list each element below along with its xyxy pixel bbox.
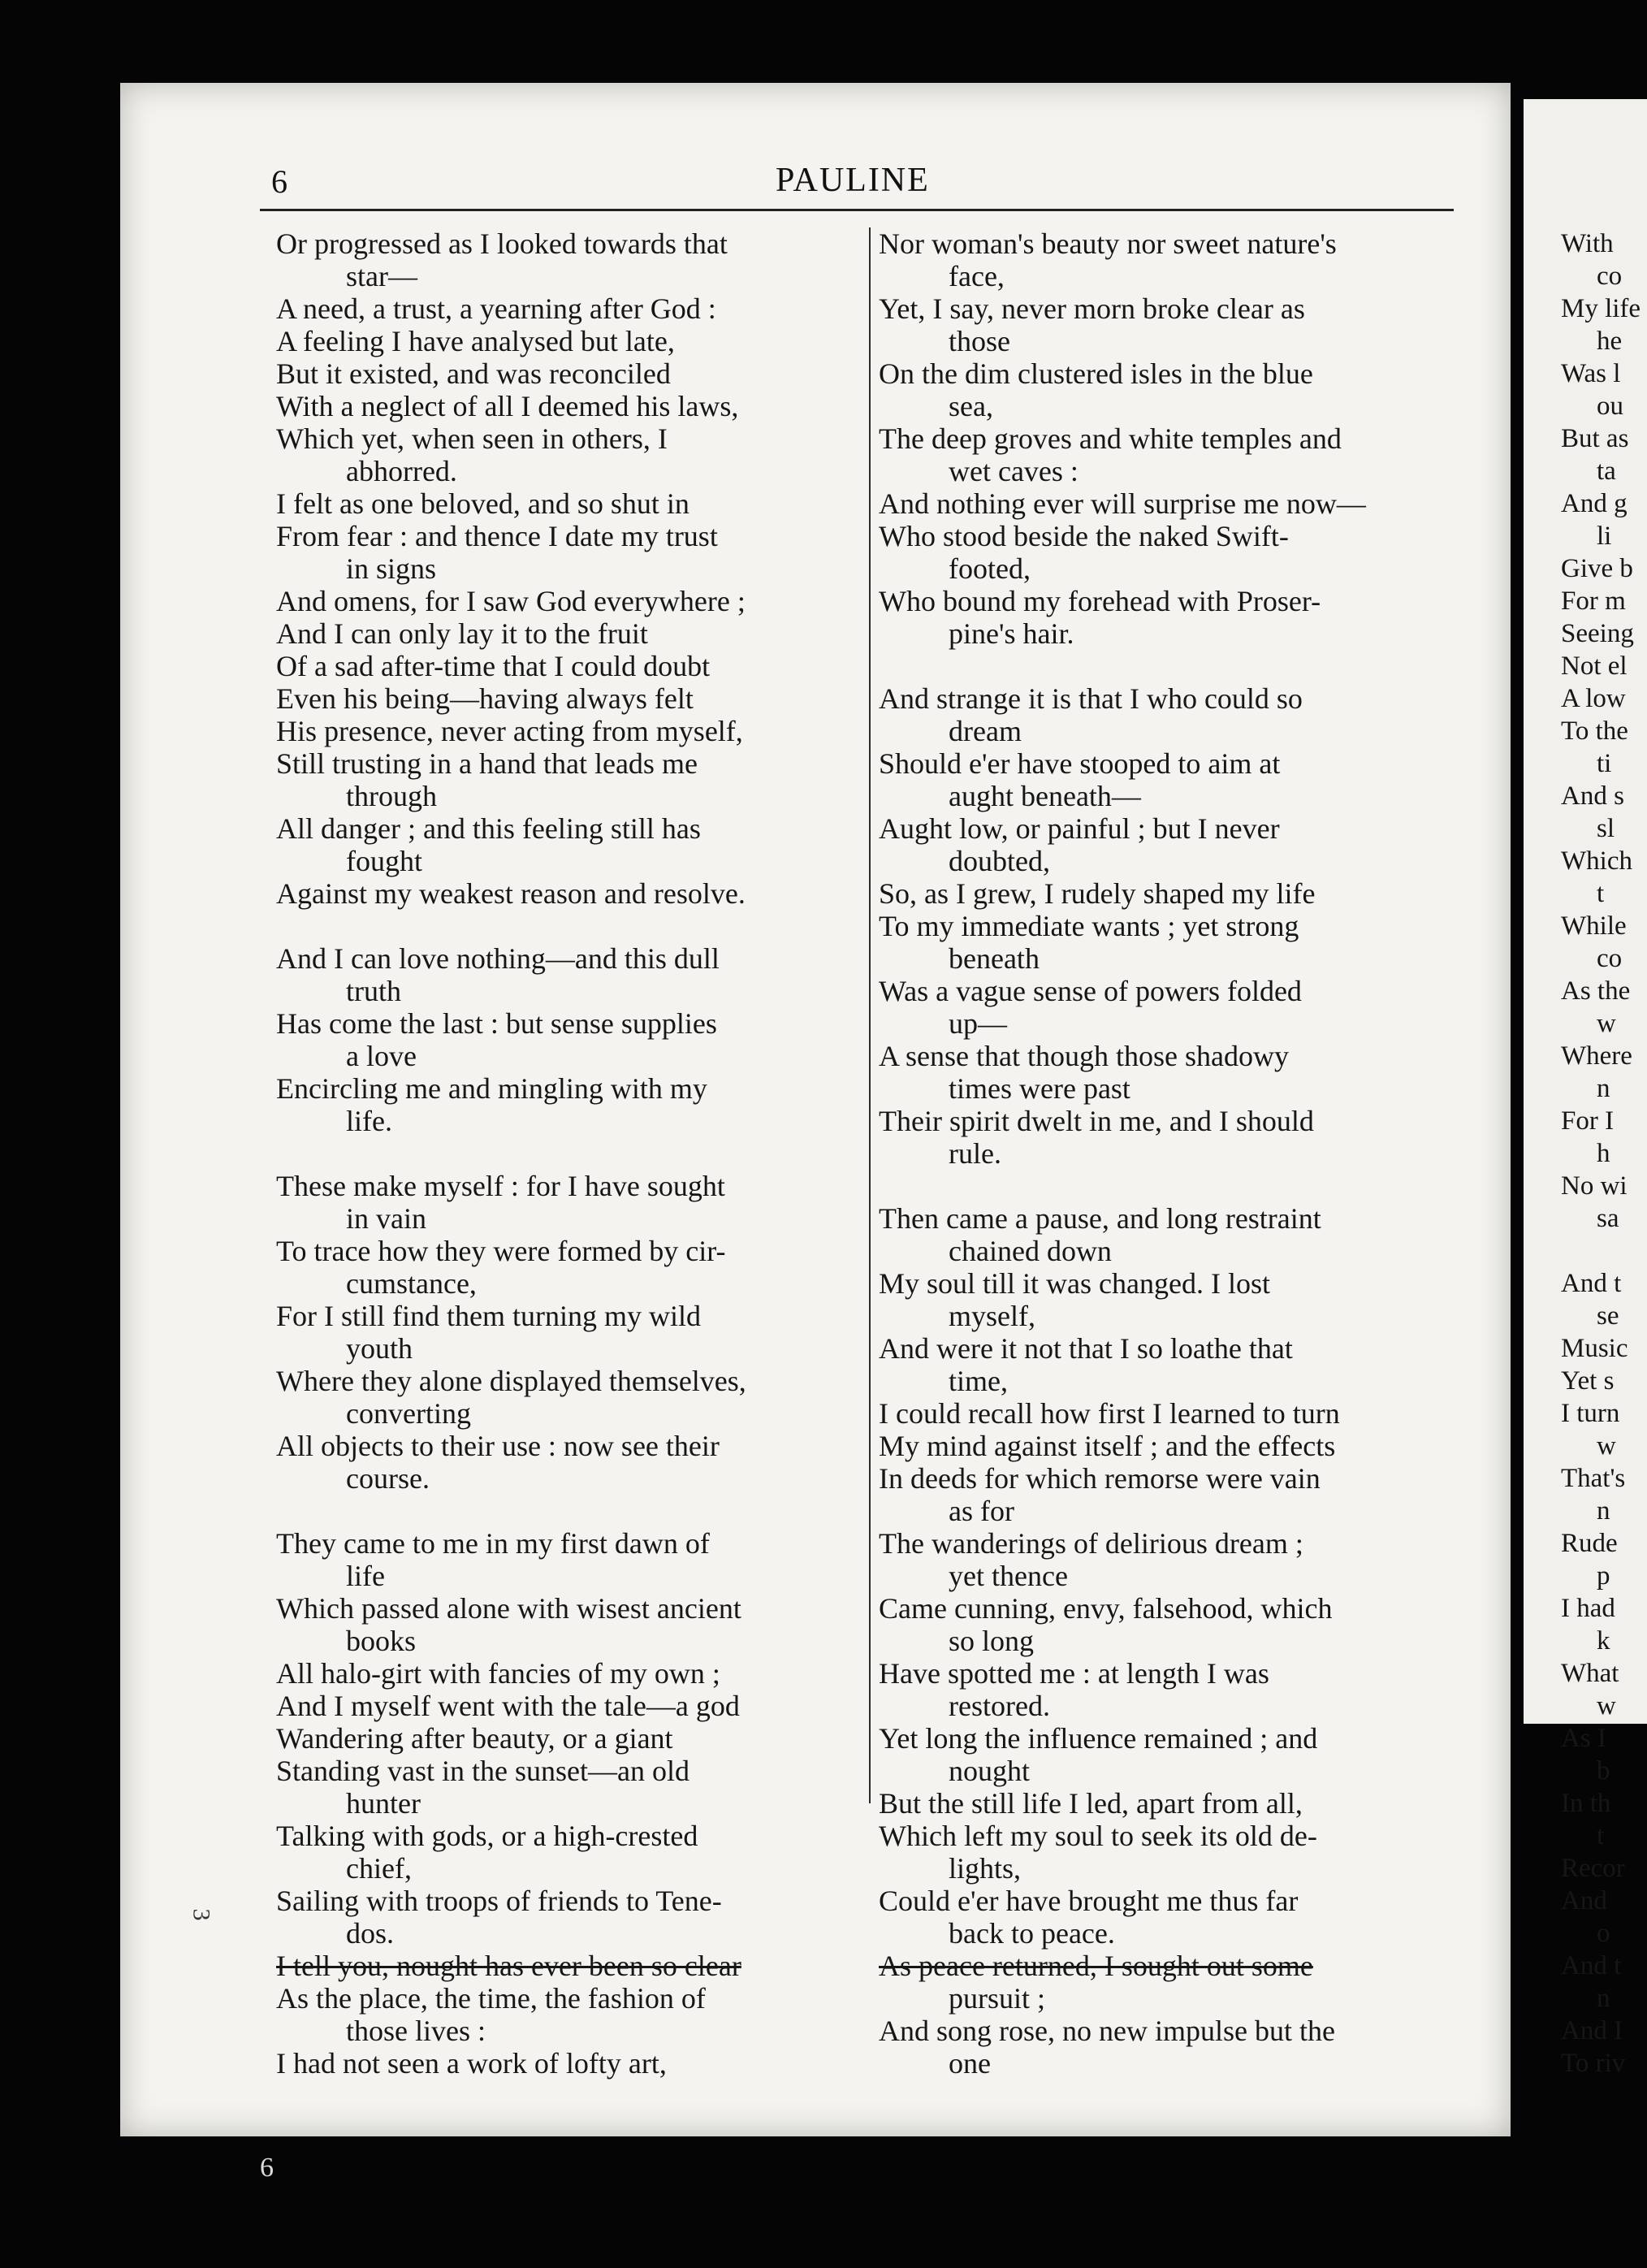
facing-page-edge xyxy=(1524,99,1647,2078)
poem-line: And I can only lay it to the fruit xyxy=(276,617,648,650)
facing-page-fragment: co xyxy=(1597,944,1623,973)
poem-line: Who stood beside the naked Swift- xyxy=(879,520,1289,552)
poem-line: life xyxy=(346,1560,385,1592)
poem-line: Or progressed as I looked towards that xyxy=(276,227,728,260)
poem-line: as for xyxy=(949,1495,1014,1527)
facing-page-fragment: sa xyxy=(1597,1204,1619,1233)
poem-line: converting xyxy=(346,1397,471,1430)
facing-page-fragment: o xyxy=(1597,1919,1610,1948)
poem-line: Then came a pause, and long restraint xyxy=(879,1202,1321,1235)
poem-line: And nothing ever will surprise me now— xyxy=(879,487,1366,520)
poem-line: those xyxy=(949,325,1010,357)
poem-line: Could e'er have brought me thus far xyxy=(879,1885,1299,1917)
poem-line: Talking with gods, or a high-crested xyxy=(276,1820,698,1852)
poem-line: And strange it is that I who could so xyxy=(879,682,1303,715)
header-rule xyxy=(260,209,1454,211)
poem-line: I tell you, nought has ever been so clear xyxy=(276,1950,741,1982)
poem-line: yet thence xyxy=(949,1560,1068,1592)
facing-page-fragment: My life xyxy=(1561,294,1641,323)
facing-page-fragment: I turn xyxy=(1561,1399,1620,1428)
poem-line xyxy=(879,1170,1480,1202)
poem-line: sea, xyxy=(949,390,993,422)
facing-page-fragment: Which xyxy=(1561,846,1632,876)
poem-line: dream xyxy=(949,715,1022,747)
margin-mark: 3 xyxy=(188,1908,215,1921)
facing-page-fragment: ti xyxy=(1597,749,1612,778)
facing-page-fragment: w xyxy=(1597,1009,1616,1038)
facing-page-fragment: li xyxy=(1597,522,1612,551)
poem-line: in signs xyxy=(346,552,437,585)
poem-line: pursuit ; xyxy=(949,1982,1046,2015)
poem-line: back to peace. xyxy=(949,1917,1115,1950)
facing-page-fragment: w xyxy=(1597,1691,1616,1720)
poem-line: Even his being—having always felt xyxy=(276,682,694,715)
facing-page-fragment: That's xyxy=(1561,1464,1626,1493)
poem-line: A sense that though those shadowy xyxy=(879,1040,1289,1072)
poem-line: Standing vast in the sunset—an old xyxy=(276,1755,689,1787)
poem-line: footed, xyxy=(949,552,1031,585)
poem-line: Wandering after beauty, or a giant xyxy=(276,1722,673,1755)
facing-page-fragment: Recor xyxy=(1561,1854,1625,1883)
poem-line: Their spirit dwelt in me, and I should xyxy=(879,1105,1314,1137)
poem-line: cumstance, xyxy=(346,1267,477,1300)
poem-line: Still trusting in a hand that leads me xyxy=(276,747,698,780)
facing-page-fragment: he xyxy=(1597,327,1623,356)
poem-line: Was a vague sense of powers folded xyxy=(879,975,1302,1007)
poem-line: I could recall how first I learned to turn xyxy=(879,1397,1340,1430)
facing-page-fragment: n xyxy=(1597,1496,1610,1526)
poem-line: through xyxy=(346,780,437,812)
poem-line: rule. xyxy=(949,1137,1001,1170)
poem-line: But the still life I led, apart from all, xyxy=(879,1787,1303,1820)
facing-page-fragment: With xyxy=(1561,229,1614,258)
poem-line: abhorred. xyxy=(346,455,457,487)
poem-line: As peace returned, I sought out some xyxy=(879,1950,1313,1982)
poem-line: A feeling I have analysed but late, xyxy=(276,325,675,357)
poem-line: And I myself went with the tale—a god xyxy=(276,1690,740,1722)
facing-page-fragment: n xyxy=(1597,1984,1610,2013)
poem-line: On the dim clustered isles in the blue xyxy=(879,357,1313,390)
facing-page-fragment: w xyxy=(1597,1431,1616,1461)
poem-line: Which yet, when seen in others, I xyxy=(276,422,668,455)
poem-line: Where they alone displayed themselves, xyxy=(276,1365,746,1397)
poem-line: Yet long the influence remained ; and xyxy=(879,1722,1318,1755)
poem-line: And song rose, no new impulse but the xyxy=(879,2015,1335,2047)
poem-line: I felt as one beloved, and so shut in xyxy=(276,487,689,520)
poem-line: Sailing with troops of friends to Tene- xyxy=(276,1885,722,1917)
poem-line: myself, xyxy=(949,1300,1035,1332)
poem-line: time, xyxy=(949,1365,1008,1397)
facing-page-fragment: Where xyxy=(1561,1041,1632,1071)
poem-line: To my immediate wants ; yet strong xyxy=(879,910,1299,942)
poem-line: books xyxy=(346,1625,417,1657)
facing-page-fragment: I had xyxy=(1561,1594,1615,1623)
facing-page-fragment: t xyxy=(1597,879,1605,908)
poem-line: So, as I grew, I rudely shaped my life xyxy=(879,877,1316,910)
poem-line: And omens, for I saw God everywhere ; xyxy=(276,585,746,617)
page-number: 6 xyxy=(271,163,287,200)
facing-page-fragment: Was l xyxy=(1561,359,1621,388)
facing-page-fragment: And xyxy=(1561,1886,1607,1915)
poem-line: life. xyxy=(346,1105,392,1137)
facing-page-fragment: Give b xyxy=(1561,554,1633,583)
poem-line: Against my weakest reason and resolve. xyxy=(276,877,746,910)
left-column xyxy=(276,227,861,2080)
facing-page-fragment: Not el xyxy=(1561,651,1628,681)
right-column xyxy=(879,227,1480,2080)
poem-line: up— xyxy=(949,1007,1007,1040)
poem-line: Aught low, or painful ; but I never xyxy=(879,812,1280,845)
poem-line: All halo-girt with fancies of my own ; xyxy=(276,1657,720,1690)
facing-page-fragment: k xyxy=(1597,1626,1610,1656)
poem-line: doubted, xyxy=(949,845,1050,877)
poem-line: His presence, never acting from myself, xyxy=(276,715,743,747)
poem-line: To trace how they were formed by cir- xyxy=(276,1235,726,1267)
facing-page-fragment: But as xyxy=(1561,424,1629,453)
poem-line: face, xyxy=(949,260,1005,292)
poem-line: As the place, the time, the fashion of xyxy=(276,1982,706,2015)
poem-line: All objects to their use : now see their xyxy=(276,1430,720,1462)
facing-page-fragment: A low xyxy=(1561,684,1626,713)
facing-page-fragment: And I xyxy=(1561,2016,1623,2045)
poem-line: dos. xyxy=(346,1917,395,1950)
poem-line: times were past xyxy=(949,1072,1130,1105)
poem-line: those lives : xyxy=(346,2015,486,2047)
poem-line: From fear : and thence I date my trust xyxy=(276,520,718,552)
facing-page-fragment: For m xyxy=(1561,586,1626,616)
facing-page-fragment: As I xyxy=(1561,1724,1606,1753)
poem-line: Came cunning, envy, falsehood, which xyxy=(879,1592,1333,1625)
facing-page-fragment: And g xyxy=(1561,489,1628,518)
facing-page-fragment: In th xyxy=(1561,1789,1611,1818)
poem-line: Yet, I say, never morn broke clear as xyxy=(879,292,1305,325)
poem-line: chief, xyxy=(346,1852,412,1885)
poem-line: For I still find them turning my wild xyxy=(276,1300,701,1332)
facing-page-fragment: sl xyxy=(1597,814,1615,843)
facing-page-fragment: And t xyxy=(1561,1269,1622,1298)
poem-line: chained down xyxy=(949,1235,1112,1267)
poem-line: With a neglect of all I deemed his laws, xyxy=(276,390,739,422)
facing-page-fragment: To riv xyxy=(1561,2049,1626,2078)
facing-page-fragment: t xyxy=(1597,1821,1605,1850)
poem-line: Should e'er have stooped to aim at xyxy=(879,747,1281,780)
poem-line: Which passed alone with wisest ancient xyxy=(276,1592,741,1625)
facing-page-fragment: As the xyxy=(1561,976,1631,1006)
facing-page-fragment: No wi xyxy=(1561,1171,1628,1201)
facing-page-fragment: b xyxy=(1597,1756,1610,1785)
poem-line: And I can love nothing—and this dull xyxy=(276,942,720,975)
poem-line: The wanderings of delirious dream ; xyxy=(879,1527,1303,1560)
poem-line: beneath xyxy=(949,942,1040,975)
poem-line: Nor woman's beauty nor sweet nature's xyxy=(879,227,1337,260)
poem-line: These make myself : for I have sought xyxy=(276,1170,725,1202)
facing-page-fragment: Yet s xyxy=(1561,1366,1615,1396)
column-divider xyxy=(869,227,871,1803)
facing-page-fragment: What xyxy=(1561,1659,1619,1688)
poem-line: truth xyxy=(346,975,401,1007)
poem-line: They came to me in my first dawn of xyxy=(276,1527,710,1560)
facing-page-fragment: To the xyxy=(1561,716,1628,746)
poem-line: In deeds for which remorse were vain xyxy=(879,1462,1321,1495)
poem-line: Who bound my forehead with Proser- xyxy=(879,585,1321,617)
facing-page-fragment: n xyxy=(1597,1074,1610,1103)
poem-line: youth xyxy=(346,1332,413,1365)
poem-line: Which left my soul to seek its old de- xyxy=(879,1820,1317,1852)
poem-line: I had not seen a work of lofty art, xyxy=(276,2047,667,2080)
poem-line: so long xyxy=(949,1625,1035,1657)
foot-mark: 6 xyxy=(260,2153,274,2183)
facing-page-fragment: Music xyxy=(1561,1334,1628,1363)
poem-line xyxy=(276,1495,861,1527)
facing-page-fragment: ta xyxy=(1597,457,1616,486)
poem-line: Encircling me and mingling with my xyxy=(276,1072,707,1105)
poem-line: lights, xyxy=(949,1852,1022,1885)
facing-page-fragment: And t xyxy=(1561,1951,1622,1980)
facing-page-fragment: Rude xyxy=(1561,1529,1618,1558)
facing-page-fragment: h xyxy=(1597,1139,1610,1168)
poem-line: Has come the last : but sense supplies xyxy=(276,1007,717,1040)
poem-line: But it existed, and was reconciled xyxy=(276,357,671,390)
poem-line xyxy=(879,650,1480,682)
facing-page-fragment: While xyxy=(1561,911,1627,941)
poem-line: Of a sad after-time that I could doubt xyxy=(276,650,711,682)
poem-line: My soul till it was changed. I lost xyxy=(879,1267,1270,1300)
poem-line: in vain xyxy=(346,1202,426,1235)
facing-page-fragment: ou xyxy=(1597,392,1623,421)
poem-line: nought xyxy=(949,1755,1031,1787)
poem-line xyxy=(276,1137,861,1170)
poem-line: hunter xyxy=(346,1787,421,1820)
poem-line: a love xyxy=(346,1040,417,1072)
running-title: PAULINE xyxy=(776,162,930,199)
poem-line xyxy=(276,910,861,942)
poem-line: pine's hair. xyxy=(949,617,1074,650)
facing-page-fragment: Seeing xyxy=(1561,619,1634,648)
poem-line: star— xyxy=(346,260,417,292)
facing-page-fragment: se xyxy=(1597,1301,1619,1331)
poem-line: restored. xyxy=(949,1690,1050,1722)
poem-line: fought xyxy=(346,845,422,877)
poem-line: The deep groves and white temples and xyxy=(879,422,1342,455)
poem-line: All danger ; and this feeling still has xyxy=(276,812,701,845)
facing-page-fragment: p xyxy=(1597,1561,1610,1591)
facing-page-fragment: For I xyxy=(1561,1106,1615,1136)
poem-line: My mind against itself ; and the effects xyxy=(879,1430,1336,1462)
facing-page-fragment: co xyxy=(1597,262,1623,291)
poem-line: And were it not that I so loathe that xyxy=(879,1332,1293,1365)
poem-line: wet caves : xyxy=(949,455,1079,487)
facing-page-fragment: And s xyxy=(1561,781,1624,811)
poem-line: one xyxy=(949,2047,991,2080)
poem-line: A need, a trust, a yearning after God : xyxy=(276,292,716,325)
poem-line: aught beneath— xyxy=(949,780,1141,812)
poem-line: course. xyxy=(346,1462,430,1495)
poem-line: Have spotted me : at length I was xyxy=(879,1657,1269,1690)
